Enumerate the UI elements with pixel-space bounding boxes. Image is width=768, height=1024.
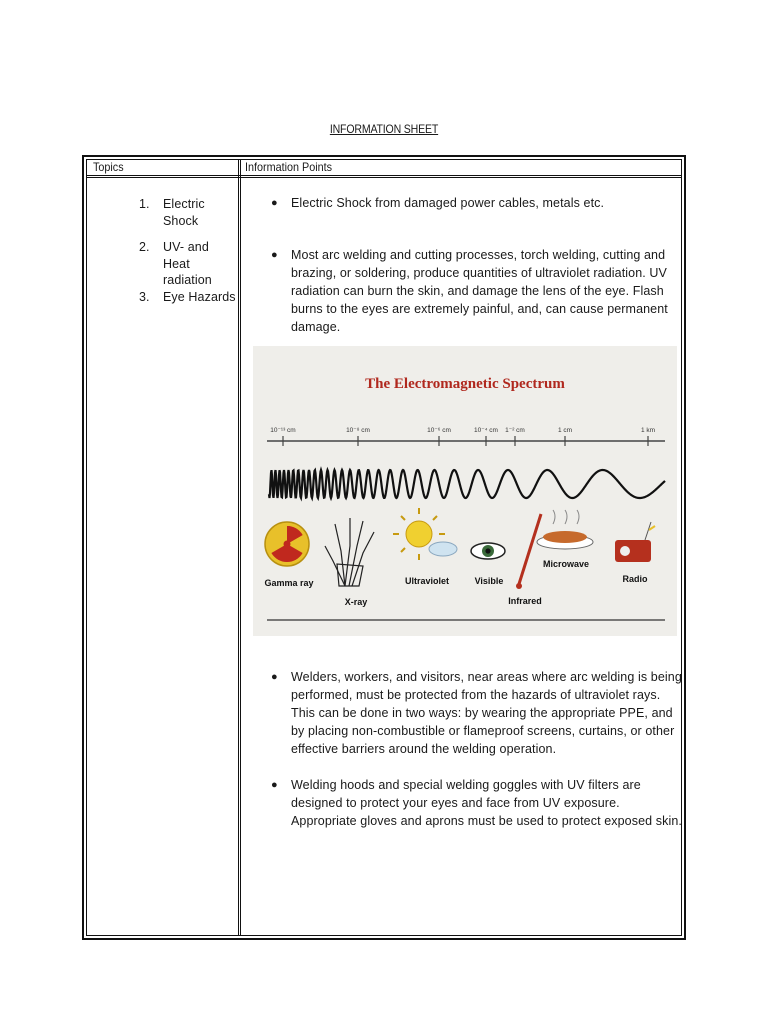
label-xray: X-ray [344,597,368,607]
topics-header: Topics [93,160,124,174]
bullet-point: ● Welders, workers, and visitors, near areas where arc welding is being performed, must be protected from the hazards of ultraviolet rays. This can be done in two ways: by wearing the appropriate PPE, and by placing non-combustible or flameproof screens, curtains, or other effective barriers around the welding operation. [271,670,682,756]
bullet-icon: ● [271,249,278,261]
label-visible: Visible [474,576,504,586]
topic-item: 1. Electric Shock [139,197,205,228]
scale-label: 1⁻² cm [505,427,525,434]
scale-label: 1 cm [557,427,573,434]
topics-list [139,196,239,315]
label-gamma: Gamma ray [264,578,314,588]
bullet-point: ● Welding hoods and special welding goggles with UV filters are designed to protect your eyes and face from UV exposure. Appropriate gloves and aprons must be used to protect exposed skin. [271,778,682,828]
page-title: INFORMATION SHEET [329,122,439,136]
information-table [82,155,686,940]
topic-label: UV- and Heat radiation [163,240,212,287]
spectrum-title: The Electromagnetic Spectrum [365,376,565,392]
bullet-icon: ● [271,671,278,683]
topic-item: 3. Eye Hazards [139,289,236,304]
label-ultraviolet: Ultraviolet [404,576,450,586]
radiation-icon [265,521,309,566]
information-points-header: Information Points [245,160,333,174]
scale-label: 10⁻⁴ cm [474,427,498,434]
scale-label: 1 km [640,427,656,434]
electromagnetic-spectrum-figure [253,346,677,636]
label-infrared: Infrared [508,596,542,606]
bullet-point: ● Electric Shock from damaged power cables, metals etc. [271,196,605,210]
bullet-icon: ● [271,197,278,209]
label-microwave: Microwave [542,559,590,569]
scale-label: 10⁻⁶ cm [427,427,451,434]
topic-label: Electric Shock [163,197,205,228]
bullet-point: ● Most arc welding and cutting processes, torch welding, cutting and brazing, or soldering, produce quantities of ultraviolet radiation. UV radiation can burn the skin, and damage the lens of the eye. Flash burns to the eyes are extremely painful, and, can cause permanent damage. [271,248,668,334]
scale-label: 10⁻⁸ cm [346,427,370,434]
topic-item: 2. UV- and Heat radiation [139,240,212,287]
scale-label: 10⁻¹³ cm [270,427,296,434]
topic-label: Eye Hazards [163,289,236,304]
bullet-icon: ● [271,779,278,791]
label-radio: Radio [622,574,648,584]
eye-icon [471,543,505,559]
